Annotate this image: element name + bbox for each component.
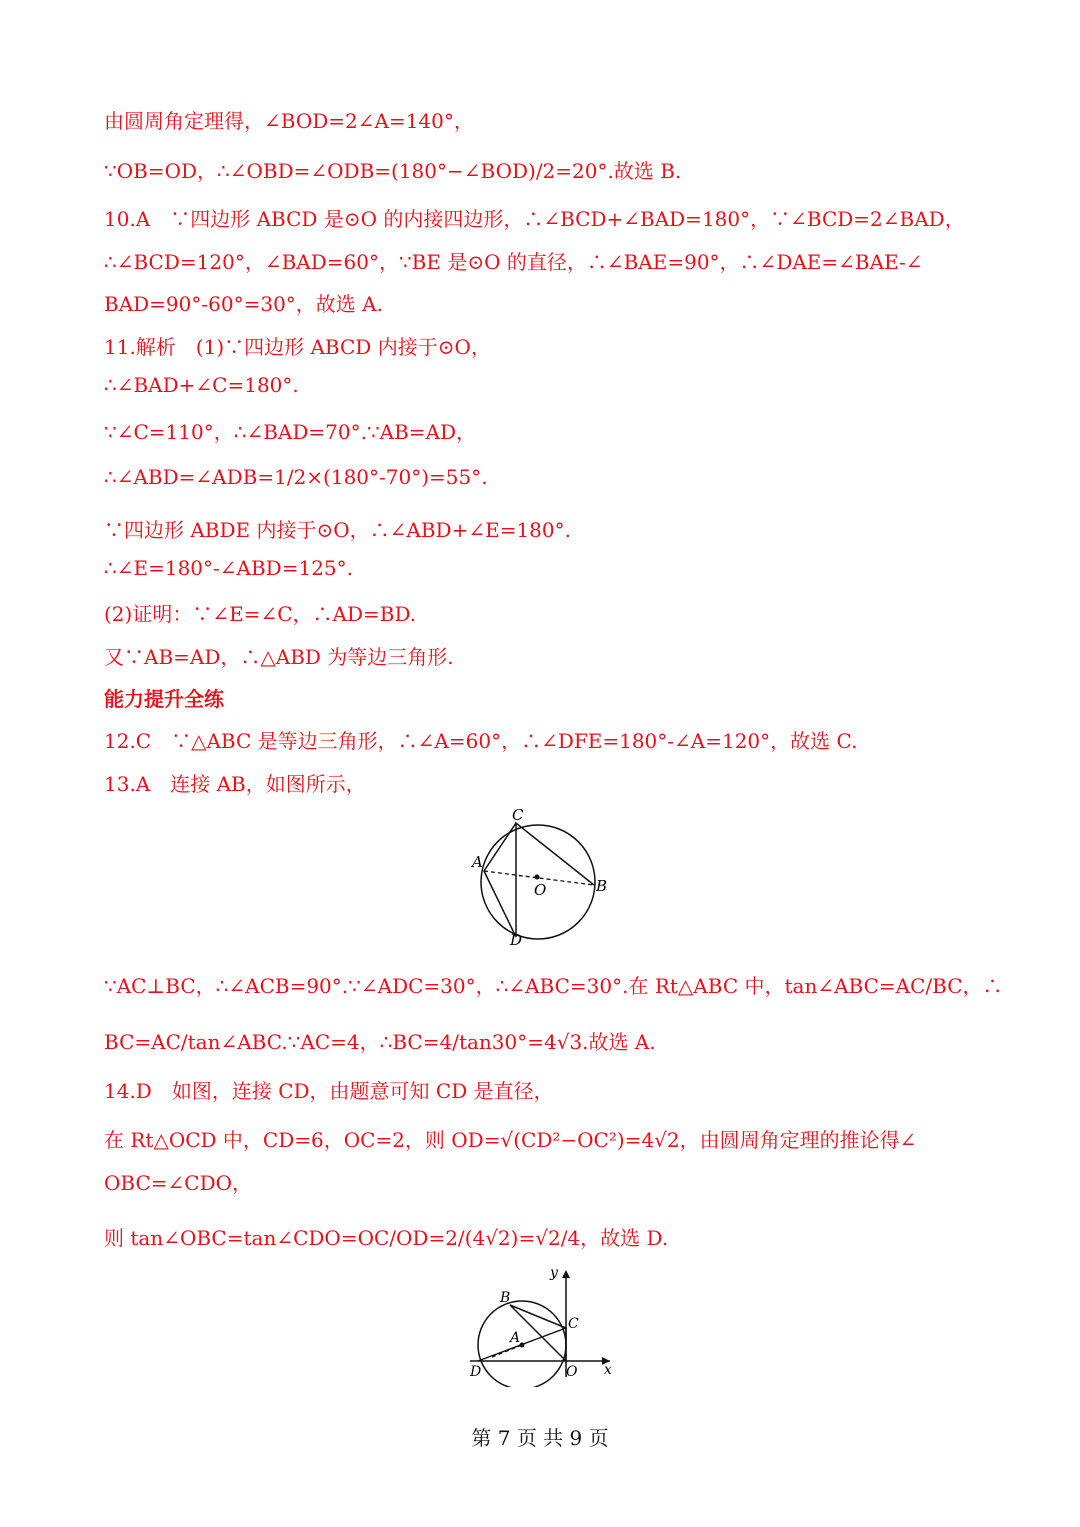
text-line: ∴∠BCD=120°，∠BAD=60°，∵BE 是⊙O 的直径，∴∠BAE=90°，∴∠DAE=∠BAE-∠ bbox=[104, 250, 923, 274]
point-label-b: B bbox=[500, 1290, 511, 1306]
text-line: ∴∠E=180°-∠ABD=125°. bbox=[104, 556, 353, 580]
text-line: (2)证明：∵∠E=∠C，∴AD=BD. bbox=[104, 602, 417, 626]
text-line: ∴∠ABD=∠ADB=1/2×(180°-70°)=55°. bbox=[104, 465, 488, 489]
text-line: 由圆周角定理得，∠BOD=2∠A=140°， bbox=[104, 109, 474, 133]
point-label-d: D bbox=[510, 931, 523, 949]
circle-figure-2 bbox=[462, 1262, 622, 1387]
section-heading: 能力提升全练 bbox=[104, 687, 224, 711]
text-line: 又∵AB=AD，∴△ABD 为等边三角形. bbox=[104, 645, 454, 669]
page-footer: 第 7 页 共 9 页 bbox=[471, 1426, 609, 1450]
text-line: ∵AC⊥BC，∴∠ACB=90°.∵∠ADC=30°，∴∠ABC=30°.在 Rt△ABC 中，tan∠ABC=AC/BC，∴ bbox=[104, 974, 1003, 998]
text-line: 则 tan∠OBC=tan∠CDO=OC/OD=2/(4√2)=√2/4，故选 D. bbox=[104, 1226, 669, 1250]
point-label-a: A bbox=[472, 853, 483, 871]
text-line: ∵∠C=110°，∴∠BAD=70°.∵AB=AD， bbox=[104, 420, 477, 444]
axis-label-x: x bbox=[604, 1362, 612, 1378]
text-line: ∵四边形 ABDE 内接于⊙O，∴∠ABD+∠E=180°. bbox=[104, 518, 571, 542]
text-line: OBC=∠CDO， bbox=[104, 1171, 253, 1195]
point-label-b: B bbox=[596, 877, 608, 895]
text-line: ∴∠BAD+∠C=180°. bbox=[104, 373, 299, 397]
text-line: 14.D 如图，连接 CD，由题意可知 CD 是直径， bbox=[104, 1079, 554, 1103]
point-label-a: A bbox=[510, 1330, 521, 1346]
axis-label-y: y bbox=[550, 1265, 558, 1281]
text-line: BAD=90°-60°=30°，故选 A. bbox=[104, 292, 383, 316]
point-label-o: O bbox=[534, 881, 547, 899]
point-label-o: O bbox=[566, 1364, 578, 1380]
point-label-d: D bbox=[470, 1364, 482, 1380]
text-line: 11.解析 (1)∵四边形 ABCD 内接于⊙O， bbox=[104, 335, 491, 359]
point-label-c: C bbox=[512, 806, 524, 824]
text-line: ∵OB=OD，∴∠OBD=∠ODB=(180°−∠BOD)/2=20°.故选 B. bbox=[104, 159, 682, 183]
text-line: 12.C ∵△ABC 是等边三角形，∴∠A=60°，∴∠DFE=180°-∠A=120°，故选 C. bbox=[104, 729, 858, 753]
text-line: 在 Rt△OCD 中，CD=6，OC=2，则 OD=√(CD²−OC²)=4√2，由圆周角定理的推论得∠ bbox=[104, 1128, 917, 1152]
text-line: 13.A 连接 AB，如图所示， bbox=[104, 772, 366, 796]
text-line: 10.A ∵四边形 ABCD 是⊙O 的内接四边形，∴∠BCD+∠BAD=180°，∵∠BCD=2∠BAD， bbox=[104, 207, 965, 231]
point-label-c: C bbox=[568, 1316, 579, 1332]
circle-figure-1 bbox=[468, 805, 618, 950]
text-line: BC=AC/tan∠ABC.∵AC=4，∴BC=4/tan30°=4√3.故选 A. bbox=[104, 1030, 656, 1054]
